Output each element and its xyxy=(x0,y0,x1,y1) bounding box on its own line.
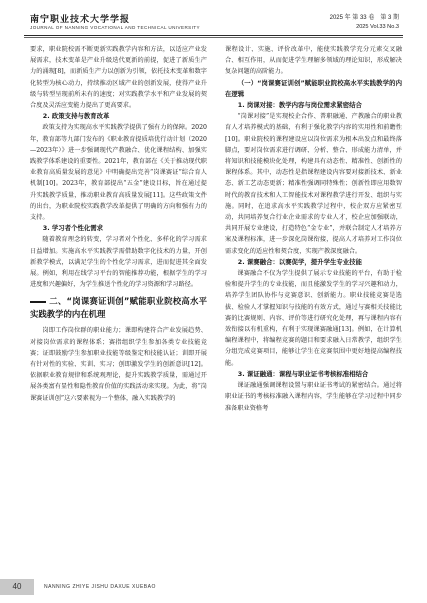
volume-issue: 2025 年 第 33 卷 第 3 期 xyxy=(329,15,399,21)
subheading: 3. 学习者个性化需求 xyxy=(42,224,104,233)
subheading: 3. 课证融通：课程与职业证书考核标准相结合 xyxy=(237,369,369,378)
header-rule-thin xyxy=(24,37,403,38)
paragraph: 课程设计、实施、评价改革中，能使实践教学充分元素交叉融合、相互作用，从而促进学生理解多领域的理论知识，形成解决复杂问题的高阶能力。 xyxy=(225,46,402,76)
paragraph: 要求，职业院校需不断更新实践教学内容和方法，以适应产业发展需求，技术变革是产业升级迭代更新的前提，促进了新质生产力的涌现[8]，而新质生产力以创新为引领，依托技术变革和数字化转型为核心动力，持续推动区域产业的创新发展，使得产业升级与转型呈现前所未有的速度；对实践教学水平和产业发展的契合度及灵活应变能力提出了更高要求。 xyxy=(30,46,207,110)
left-column xyxy=(30,44,207,404)
subheading: 2. 政策支持与教育改革 xyxy=(42,112,110,121)
paragraph: 岗即工作岗位群的职业能力；课即构建符合产业发展趋势、对接岗位需求的课程体系；赛指组织学生参加各类专业技能竞赛；证即鼓励学生参加职业技能等级鉴定和技能认证；训即开展有针对性的实验、实训、实习；创即激发学生的创新意识[12]。依据职业教育规律和系统观理论，提升实践教学质量，需通过开展各类富有显性和隐性教育价值的实践活动来实现。为此，将“岗课赛证训创”这六要素视为一个整体，融入实践教学的 xyxy=(30,327,207,402)
journal-header xyxy=(0,0,427,44)
section-title xyxy=(30,295,207,321)
paragraph: 课赛融合不仅为学生提供了展示专业技能的平台，有助于检验和提升学生的专业技能，而且能激发学生的学习兴趣和动力，培养学生团队协作与竞赛意识、创新能力。职业技能竞赛是选拔、检验人才掌握知识与技能的有效方式，通过与赛相关技能比赛的比赛规则、内容、评价等进行研究化处理，再与课程内容有效衔接以有机重构，有利于实现课赛融通[13]。例如，在计算机编程课程中，将编程竞赛的题目和要求融入日常教学，组织学生分组完成竞赛项目，能够让学生在竞赛氛围中更好地提高编程技能。 xyxy=(225,270,402,367)
paragraph: 随着教育理念的转变，学习者对个性化、多样化的学习需求日益增加。实施高水平实践教学需借助数字化技术的力量，开创新教学模式，以满足学生的个性化学习需求，进而促进其全面发展。例如，利用在线学习平台的智能推荐功能，根据学生的学习进度和兴趣偏好，为学生推送个性化的学习资源和学习路径。 xyxy=(30,236,207,289)
paragraph: “岗课对接”是实现校企合作、普职融通、产教融合的职业教育人才培养模式的基础，有利于强化教学内容的实用性和前瞻性[10]。职业院校的课程建设应以岗位需求为根本出发点和最终落脚点，要对岗位需求进行调研、分析、整合、形成能力清单，并将知识和技能模块化处理，构建具有动态性、精准性、创新性的课程体系。其中，动态性是指课程建设内容要对接新技术、新业态、新工艺动态更新；精准性强调同特殊性；创新性即应用数智时代的教育技术和人工智能技术对课程教学进行开发、组织与实施。同时，在追求高水平实践教学过程中，校企双方应紧密互动，共同培养复合行业企业需求的专业人才，校企应加强联动，共同开展专业建设，打造特色“金专业”，并联合制定人才培养方案及课程标准，进一步深化岗课衔接，提高人才培养对工作岗位需求变化的适应性和契合度，实现产教深度融合。 xyxy=(225,113,402,255)
header-rule xyxy=(24,35,403,36)
journal-title-en: JOURNAL OF NANNING VOCATIONAL AND TECHNICAL UNIVERSITY xyxy=(30,25,200,30)
page-number: 40 xyxy=(0,579,34,595)
section-title-text: 二、“岗课赛证训创”赋能职业院校高水平实践教学的内在机理 xyxy=(30,296,207,320)
paragraph: 政策支持为实现高水平实践教学提供了强有力的保障。2020年，教育部等九部门发布的《职业教育提质培优行动计划（2020—2023年）》进一步强调现代产教融合、优化课程结构、加强实践教学体系建设的重要性。2021年，教育部在《关于推动现代职业教育高质量发展的意见》中明确提出完善“岗课赛证”综合育人机制[10]。2023年，教育部提出“五金”建设目标，旨在通过提升实践教学质量，推动职业教育高质量发展[11]。这些政策文件的出台，为职业院校实践教学改革提供了明确的方向和强有力的支持。 xyxy=(30,124,207,222)
journal-title-cn: 南宁职业技术大学学报 xyxy=(30,15,131,25)
subheading: 2. 课赛融合：以赛促学，提升学生专业技能 xyxy=(237,257,362,266)
subheading: 1. 岗课对接：教学内容与岗位需求紧密结合 xyxy=(237,101,362,110)
section-bar-icon xyxy=(30,301,46,303)
footer-journal-pinyin: NANNING ZHIYE JISHU DAXUE XUEBAO xyxy=(44,584,156,590)
volume-issue-en: 2025 Vol.33 No.3 xyxy=(356,24,399,30)
right-column xyxy=(225,44,402,414)
paragraph: 课证融通强调课程设置与职业证书考试的紧密结合。通过将职业证书的考核标准融入课程内容，学生能够在学习过程中同步准备职业资格考 xyxy=(225,382,402,412)
subsection-title: （一）“岗课赛证训创”赋能职业院校高水平实践教学的内在逻辑 xyxy=(225,78,402,98)
